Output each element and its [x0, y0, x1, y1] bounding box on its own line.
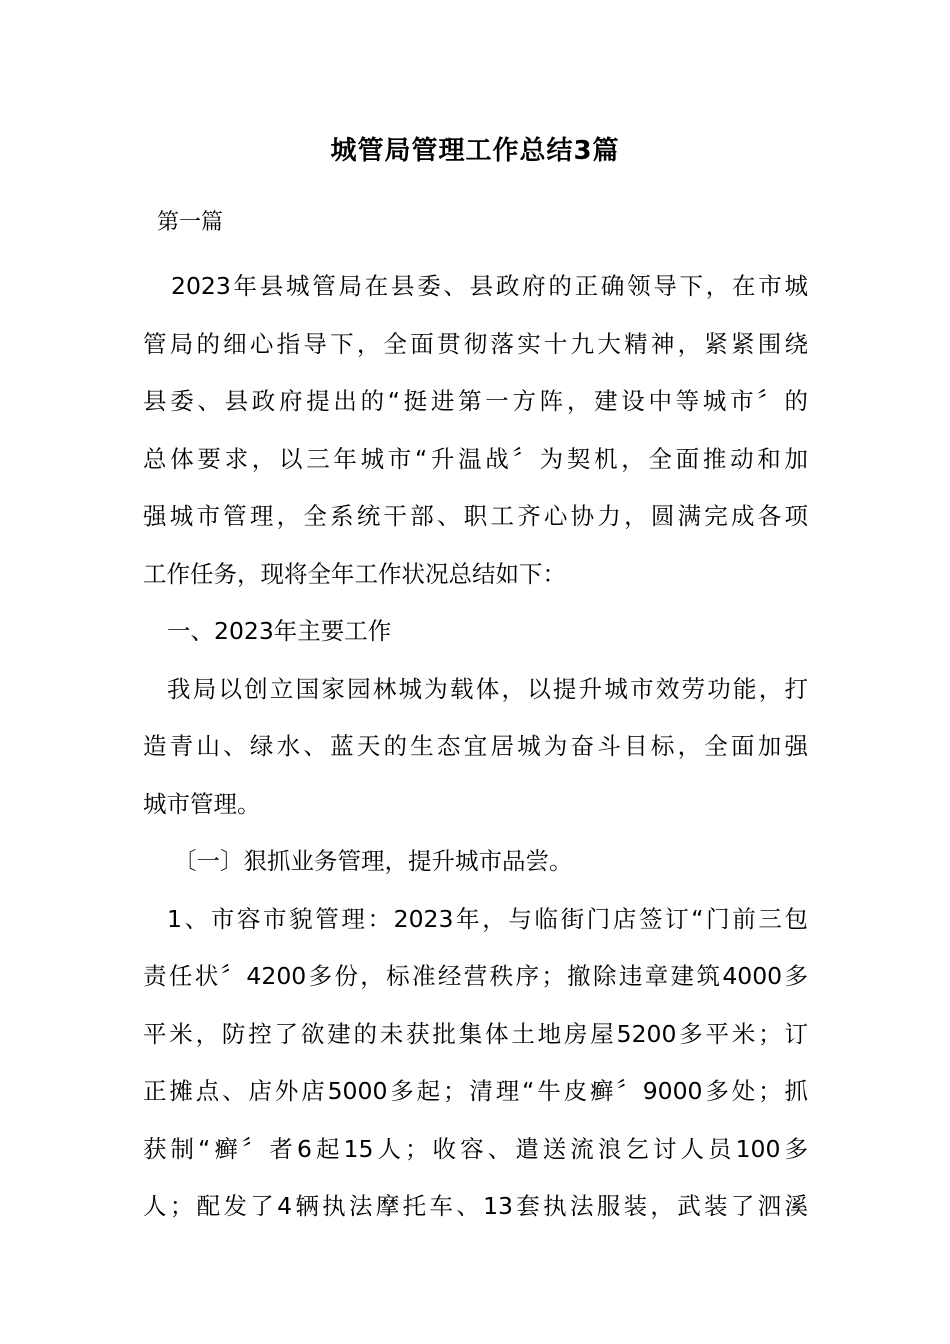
- text-line: 强城市管理，全系统干部、职工齐心协力，圆满完成各项: [143, 502, 808, 530]
- paragraph-intro: [143, 258, 808, 603]
- text-line: 平米，防控了欲建的未获批集体土地房屋5200多平米；订: [143, 1019, 808, 1048]
- heading-main-work: [143, 603, 808, 661]
- paragraph-city-appearance: [143, 891, 808, 1236]
- text-line: 县委、县政府提出的“挺进第一方阵，建设中等城市〞的: [143, 387, 808, 415]
- text-line: 管局的细心指导下，全面贯彻落实十九大精神，紧紧围绕: [143, 329, 808, 358]
- text-line: 责任状〞4200多份，标准经营秩序；撤除违章建筑4000多: [143, 962, 808, 990]
- subheading-business: [143, 833, 808, 891]
- paragraph-goal: [143, 661, 808, 834]
- text-line: 总体要求，以三年城市“升温战〞为契机，全面推动和加: [143, 444, 808, 473]
- document-title: 城管局管理工作总结3篇: [330, 136, 620, 166]
- text-line: 人；配发了4辆执法摩托车、13套执法服装，武装了泗溪: [143, 1192, 808, 1220]
- text-line: 我局以创立国家园林城为载体，以提升城市效劳功能，打: [167, 674, 808, 703]
- text-line: 工作任务，现将全年工作状况总结如下：: [143, 559, 566, 588]
- text-line: 1、市容市貌管理：2023年，与临街门店签订“门前三包: [167, 904, 808, 933]
- text-line: 造青山、绿水、蓝天的生态宜居城为奋斗目标，全面加强: [143, 732, 808, 760]
- section-label: 第一篇: [157, 210, 224, 235]
- text-line: 城市管理。: [143, 789, 261, 818]
- text-line: 正摊点、店外店5000多起；清理“牛皮癣〞9000多处；抓: [143, 1077, 808, 1105]
- document-body: [143, 258, 808, 1236]
- text-line: 获制“癣〞者6起15人；收容、遣送流浪乞讨人员100多: [143, 1134, 808, 1163]
- text-line: 一、2023年主要工作: [167, 617, 392, 645]
- text-line: 2023年县城管局在县委、县政府的正确领导下，在市城: [171, 272, 808, 300]
- text-line: 〔一〕狠抓业务管理，提升城市品尝。: [173, 847, 573, 875]
